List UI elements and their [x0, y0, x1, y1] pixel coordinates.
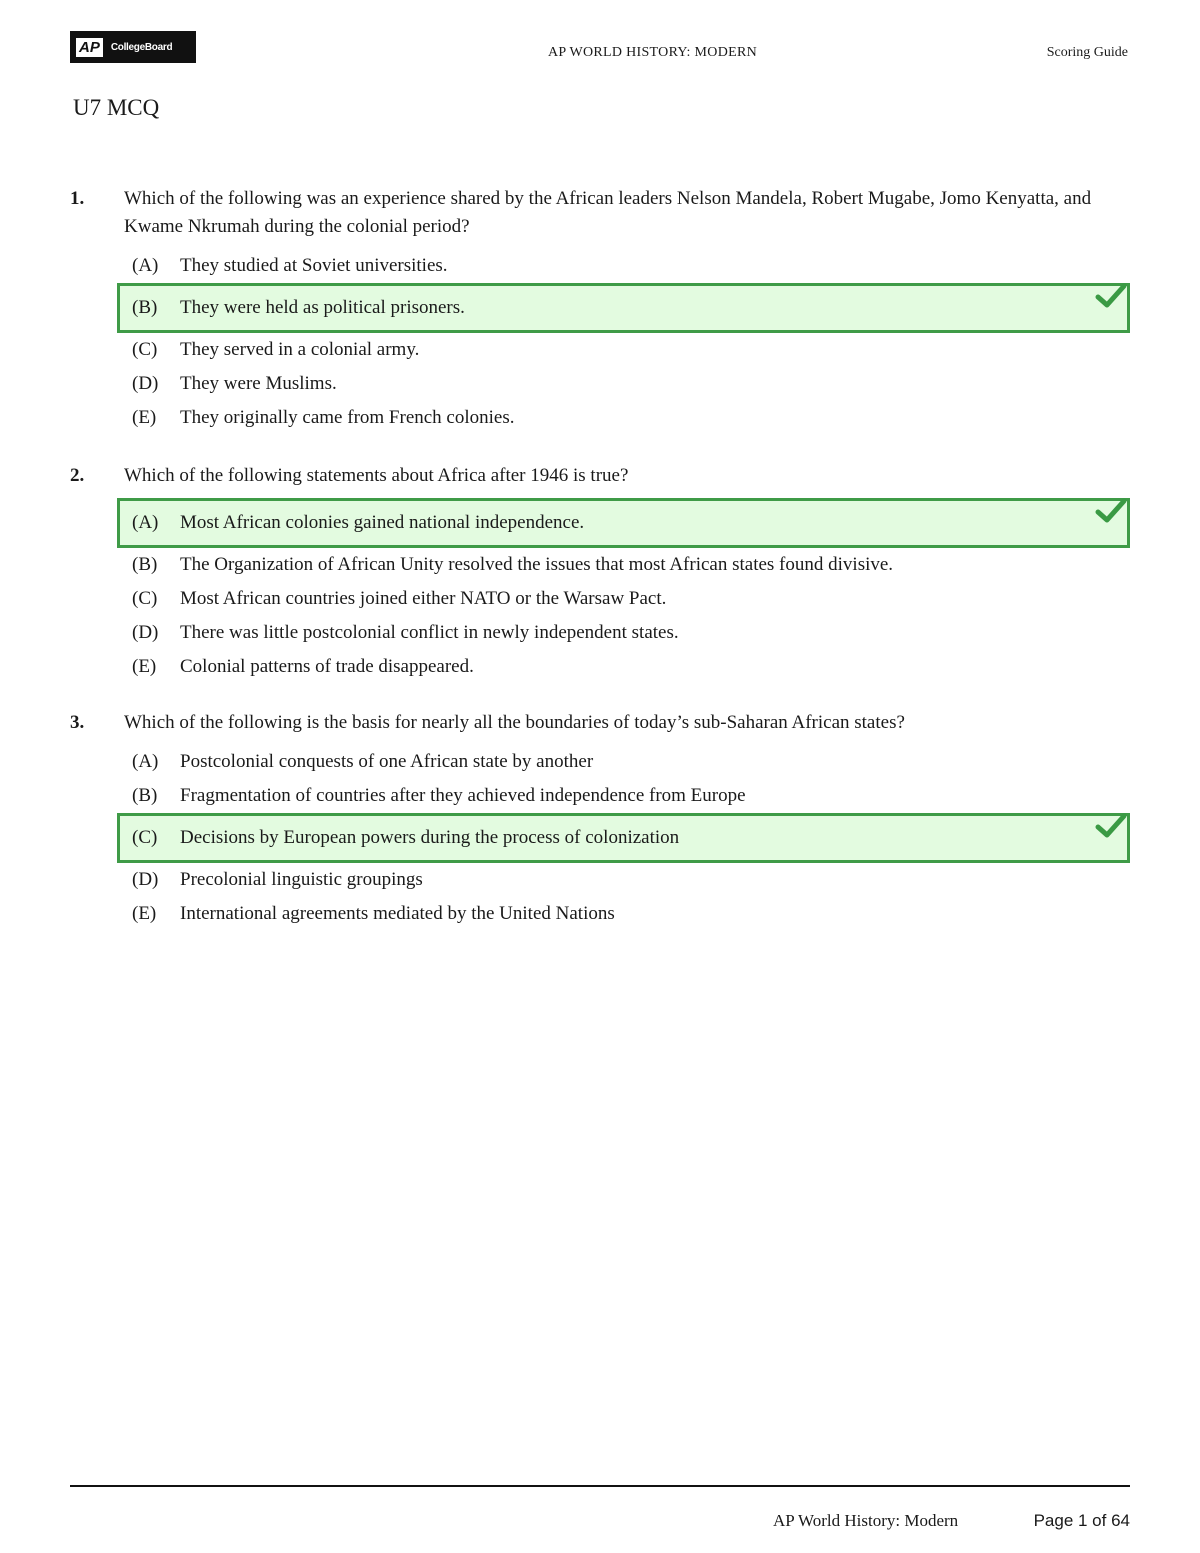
- choice-d[interactable]: [70, 616, 1130, 650]
- choice-letter: (B): [132, 785, 158, 806]
- choice-list: [70, 498, 1130, 684]
- choice-text: They studied at Soviet universities.: [180, 255, 448, 276]
- choice-letter: (C): [132, 339, 158, 360]
- choice-letter: (E): [132, 903, 157, 924]
- choice-letter: (E): [132, 656, 157, 677]
- question-2: [70, 462, 1130, 684]
- choice-d[interactable]: [70, 863, 1130, 897]
- question-number: 1.: [70, 188, 85, 209]
- checkmark-icon: [1095, 497, 1127, 527]
- footer-course: AP World History: Modern: [773, 1511, 959, 1530]
- question-number: 3.: [70, 712, 85, 733]
- choice-a[interactable]: [70, 249, 1130, 283]
- choice-b[interactable]: [70, 548, 1130, 582]
- choice-d[interactable]: [70, 367, 1130, 401]
- choice-b-correct[interactable]: [117, 283, 1130, 333]
- logo-brand-text: CollegeBoard: [110, 41, 173, 53]
- choice-text: They were Muslims.: [180, 373, 337, 394]
- choice-letter: (B): [132, 297, 158, 318]
- page-number: Page 1 of 64: [1033, 1511, 1130, 1530]
- question-3: [70, 709, 1130, 931]
- choice-text: Postcolonial conquests of one African state by another: [180, 751, 594, 772]
- choice-a-correct[interactable]: [117, 498, 1130, 548]
- choice-c[interactable]: [70, 333, 1130, 367]
- choice-letter: (A): [132, 751, 159, 772]
- choice-e[interactable]: [70, 401, 1130, 435]
- question-1: [70, 185, 1130, 435]
- choice-text: Most African countries joined either NATO or the Warsaw Pact.: [180, 588, 667, 609]
- checkmark-icon: [1095, 282, 1127, 312]
- choice-text: They were held as political prisoners.: [180, 297, 465, 318]
- choice-list: [70, 249, 1130, 435]
- choice-text: Precolonial linguistic groupings: [180, 869, 423, 890]
- choice-letter: (A): [132, 512, 159, 533]
- choice-c[interactable]: [70, 582, 1130, 616]
- question-stem: Which of the following statements about Africa after 1946 is true?: [124, 465, 629, 486]
- choice-text: Most African colonies gained national independence.: [180, 512, 585, 533]
- choice-letter: (C): [132, 827, 158, 848]
- choice-text: Decisions by European powers during the process of colonization: [180, 827, 680, 848]
- logo-ap-mark: AP: [76, 38, 103, 57]
- header-course-title: AP WORLD HISTORY: MODERN: [547, 45, 758, 60]
- choice-letter: (C): [132, 588, 158, 609]
- choice-c-correct[interactable]: [117, 813, 1130, 863]
- choice-text: Fragmentation of countries after they achieved independence from Europe: [180, 785, 746, 806]
- choice-letter: (D): [132, 622, 159, 643]
- footer-divider: [70, 1485, 1130, 1487]
- choice-letter: (D): [132, 869, 159, 890]
- checkmark-icon: [1095, 812, 1127, 842]
- choice-letter: (B): [132, 554, 158, 575]
- choice-e[interactable]: [70, 897, 1130, 931]
- choice-b[interactable]: [70, 779, 1130, 813]
- question-number: 2.: [70, 465, 85, 486]
- page-title: U7 MCQ: [73, 95, 160, 120]
- choice-text: There was little postcolonial conflict in newly independent states.: [180, 622, 679, 643]
- choice-list: [70, 745, 1130, 931]
- choice-text: They originally came from French colonies.: [180, 407, 515, 428]
- choice-text: The Organization of African Unity resolved the issues that most African states found divisive.: [180, 554, 894, 575]
- choice-text: They served in a colonial army.: [180, 339, 420, 360]
- question-stem: Which of the following was an experience shared by the African leaders Nelson Mandela, Robert Mugabe, Jomo Kenyatta, and Kwame Nkrumah during the colonial period?: [124, 188, 1092, 237]
- header-scoring-guide: Scoring Guide: [1046, 45, 1128, 60]
- choice-a[interactable]: [70, 745, 1130, 779]
- choice-e[interactable]: [70, 650, 1130, 684]
- choice-letter: (E): [132, 407, 157, 428]
- question-stem: Which of the following is the basis for nearly all the boundaries of today’s sub-Saharan African states?: [124, 712, 905, 733]
- choice-letter: (D): [132, 373, 159, 394]
- choice-text: International agreements mediated by the United Nations: [180, 903, 615, 924]
- choice-text: Colonial patterns of trade disappeared.: [180, 656, 474, 677]
- choice-letter: (A): [132, 255, 159, 276]
